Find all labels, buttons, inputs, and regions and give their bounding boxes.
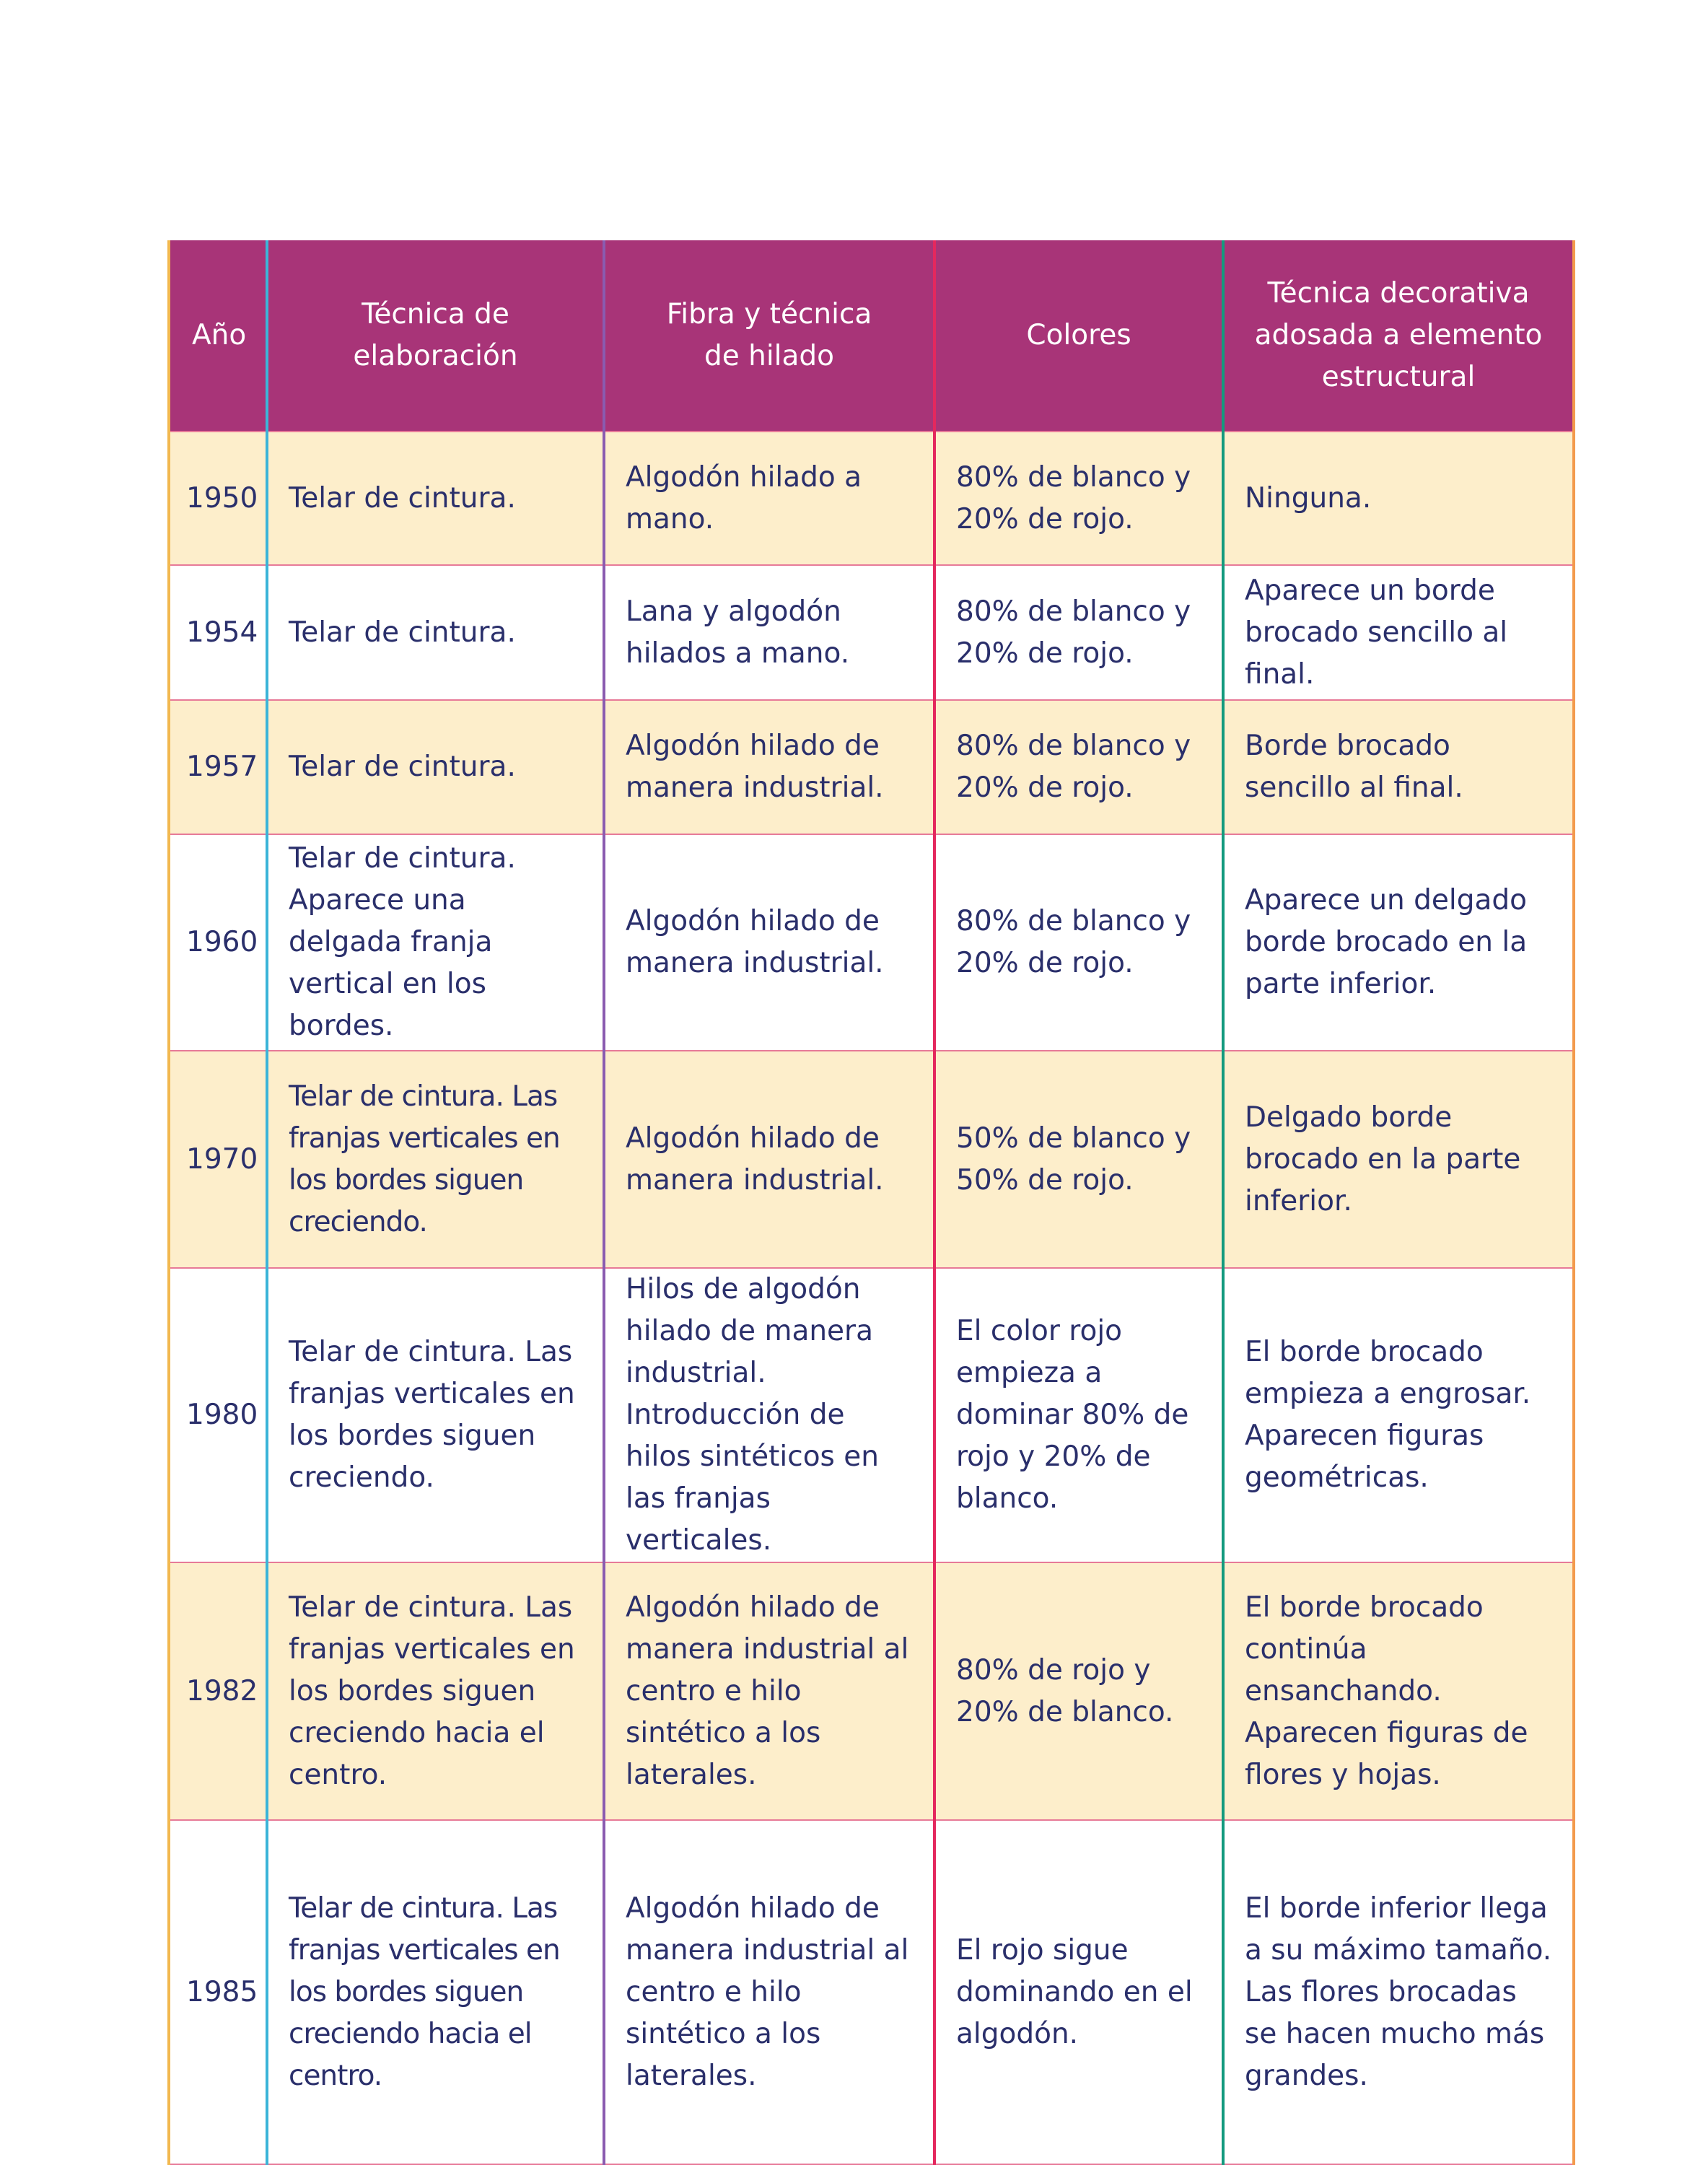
cell-colores: 80% de blanco y 20% de rojo. bbox=[934, 834, 1223, 1051]
cell-colores: 50% de blanco y 50% de rojo. bbox=[934, 1051, 1223, 1268]
table-row bbox=[169, 1268, 1574, 1562]
cell-year: 1982 bbox=[169, 1562, 267, 1820]
cell-fibra: Algodón hilado de manera industrial al centro e hilo sintético a los laterales. bbox=[604, 1820, 934, 2164]
cell-decorativa: Delgado borde brocado en la parte inferior. bbox=[1223, 1051, 1574, 1268]
table-row bbox=[169, 700, 1574, 834]
cell-fibra: Algodón hilado de manera industrial al centro e hilo sintético a los laterales. bbox=[604, 1562, 934, 1820]
cell-colores: 80% de blanco y 20% de rojo. bbox=[934, 700, 1223, 834]
cell-fibra: Algodón hilado a mano. bbox=[604, 432, 934, 565]
cell-decorativa: Borde brocado sencillo al final. bbox=[1223, 700, 1574, 834]
header-tecnica-line2: elaboración bbox=[353, 340, 518, 372]
cell-year: 1950 bbox=[169, 432, 267, 565]
cell-year: 1970 bbox=[169, 1051, 267, 1268]
cell-year: 1954 bbox=[169, 565, 267, 700]
cell-tecnica: Telar de cintura. bbox=[267, 700, 604, 834]
cell-year: 1980 bbox=[169, 1268, 267, 1562]
cell-fibra: Hilos de algodón hilado de manera industrial. Introducción de hilos sintéticos en las franjas verticales. bbox=[604, 1268, 934, 1562]
cell-year: 1960 bbox=[169, 834, 267, 1051]
cell-tecnica: Telar de cintura. Las franjas verticales en los bordes siguen creciendo hacia el centro. bbox=[267, 1820, 604, 2164]
header-year: Año bbox=[169, 240, 267, 432]
header-decorativa-line2: adosada a elemento bbox=[1254, 319, 1543, 351]
header-decorativa bbox=[1223, 240, 1574, 432]
cell-tecnica: Telar de cintura. bbox=[267, 565, 604, 700]
header-fibra-line2: de hilado bbox=[704, 340, 835, 372]
cell-colores: El rojo sigue dominando en el algodón. bbox=[934, 1820, 1223, 2164]
table-row bbox=[169, 565, 1574, 700]
cell-year: 1985 bbox=[169, 1820, 267, 2164]
header-colores: Colores bbox=[934, 240, 1223, 432]
header-decorativa-line3: estructural bbox=[1321, 361, 1476, 393]
table-row bbox=[169, 1562, 1574, 1820]
cell-decorativa: Aparece un delgado borde brocado en la parte inferior. bbox=[1223, 834, 1574, 1051]
header-fibra-line1: Fibra y técnica bbox=[666, 298, 872, 331]
cell-decorativa: Aparece un borde brocado sencillo al final. bbox=[1223, 565, 1574, 700]
header-fibra bbox=[604, 240, 934, 432]
header-decorativa-line1: Técnica decorativa bbox=[1267, 277, 1530, 310]
cell-decorativa: El borde brocado continúa ensanchando. Aparecen figuras de flores y hojas. bbox=[1223, 1562, 1574, 1820]
cell-fibra: Lana y algodón hilados a mano. bbox=[604, 565, 934, 700]
cell-decorativa: El borde inferior llega a su máximo tamaño. Las flores brocadas se hacen mucho más grandes. bbox=[1223, 1820, 1574, 2164]
cell-fibra: Algodón hilado de manera industrial. bbox=[604, 834, 934, 1051]
cell-colores: 80% de blanco y 20% de rojo. bbox=[934, 565, 1223, 700]
header-row bbox=[169, 240, 1574, 432]
cell-fibra: Algodón hilado de manera industrial. bbox=[604, 700, 934, 834]
cell-decorativa: El borde brocado empieza a engrosar. Aparecen figuras geométricas. bbox=[1223, 1268, 1574, 1562]
header-tecnica-line1: Técnica de bbox=[362, 298, 509, 331]
table-row bbox=[169, 834, 1574, 1051]
cell-colores: 80% de blanco y 20% de rojo. bbox=[934, 432, 1223, 565]
cell-tecnica: Telar de cintura. Las franjas verticales en los bordes siguen creciendo. bbox=[267, 1051, 604, 1268]
header-tecnica bbox=[267, 240, 604, 432]
cell-colores: 80% de rojo y 20% de blanco. bbox=[934, 1562, 1223, 1820]
cell-colores: El color rojo empieza a dominar 80% de rojo y 20% de blanco. bbox=[934, 1268, 1223, 1562]
table-row bbox=[169, 1051, 1574, 1268]
cell-fibra: Algodón hilado de manera industrial. bbox=[604, 1051, 934, 1268]
table-row bbox=[169, 432, 1574, 565]
cell-tecnica: Telar de cintura. Aparece una delgada franja vertical en los bordes. bbox=[267, 834, 604, 1051]
cell-decorativa: Ninguna. bbox=[1223, 432, 1574, 565]
cell-tecnica: Telar de cintura. Las franjas verticales en los bordes siguen creciendo hacia el centro. bbox=[267, 1562, 604, 1820]
table-row bbox=[169, 1820, 1574, 2164]
evolution-table bbox=[167, 240, 1575, 2165]
cell-tecnica: Telar de cintura. Las franjas verticales en los bordes siguen creciendo. bbox=[267, 1268, 604, 1562]
cell-tecnica: Telar de cintura. bbox=[267, 432, 604, 565]
cell-year: 1957 bbox=[169, 700, 267, 834]
